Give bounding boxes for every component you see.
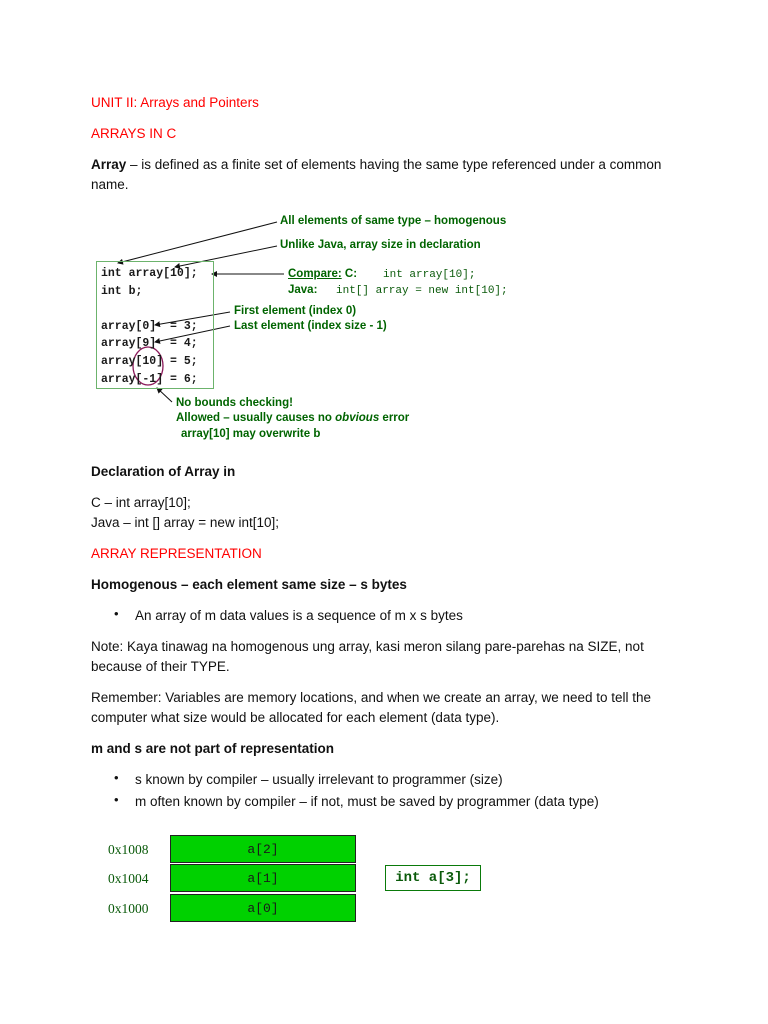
memory-cell: a[0] xyxy=(170,894,356,922)
unit-title: UNIT II: Arrays and Pointers xyxy=(91,95,259,110)
no-bounds-text: Allowed – usually causes no xyxy=(176,412,336,424)
bullet-item: m often known by compiler – if not, must be saved by programmer (data type) xyxy=(135,794,599,809)
section-heading-arrays-in-c: ARRAYS IN C xyxy=(91,126,177,141)
remember-line1: Remember: Variables are memory locations, and when we create an array, we need to tell the xyxy=(91,690,652,705)
note-line2: because of their TYPE. xyxy=(91,659,230,674)
compare-label: Compare: xyxy=(288,268,342,280)
bullet-item: s known by compiler – usually irrelevant to programmer (size) xyxy=(135,772,503,787)
compare-c-label: C: xyxy=(344,268,358,280)
no-bounds-line2 xyxy=(176,412,409,424)
code-line: array[0] = 3; xyxy=(101,319,198,333)
declaration-c: C – int array[10]; xyxy=(91,495,191,510)
bullet-dot: • xyxy=(114,606,119,621)
array-definition-line2: name. xyxy=(91,177,129,192)
array-declaration-box: int a[3]; xyxy=(385,865,481,891)
code-line xyxy=(101,300,198,318)
no-bounds-text-end: error xyxy=(379,412,410,424)
bullet-dot: • xyxy=(114,770,119,785)
compare-java-label: Java: xyxy=(288,284,318,296)
section-heading-array-representation: ARRAY REPRESENTATION xyxy=(91,546,262,561)
memory-cell: a[2] xyxy=(170,835,356,863)
remember-line2: computer what size would be allocated for each element (data type). xyxy=(91,710,500,725)
no-bounds-emphasis: obvious xyxy=(335,412,380,424)
compare-java-code: int[] array = new int[10]; xyxy=(336,285,508,297)
code-line: array[-1] = 6; xyxy=(101,372,198,386)
declaration-heading: Declaration of Array in xyxy=(91,464,236,479)
callout-homogenous: All elements of same type – homogenous xyxy=(280,215,507,227)
arrow-no-bounds xyxy=(157,388,172,402)
memory-cell: a[1] xyxy=(170,864,356,892)
ms-heading: m and s are not part of representation xyxy=(91,741,335,756)
declaration-java: Java – int [] array = new int[10]; xyxy=(91,515,279,530)
no-bounds-line3: array[10] may overwrite b xyxy=(181,428,321,440)
homogenous-heading: Homogenous – each element same size – s bytes xyxy=(91,577,407,592)
array-term: Array xyxy=(91,157,127,172)
compare-c-row xyxy=(288,268,357,280)
callout-unlike-java: Unlike Java, array size in declaration xyxy=(280,239,481,251)
note-line1: Note: Kaya tinawag na homogenous ung array, kasi meron silang pare-parehas na SIZE, not xyxy=(91,639,644,654)
code-line: array[9] = 4; xyxy=(101,337,198,351)
callout-last-element: Last element (index size - 1) xyxy=(234,320,387,332)
callout-first-element: First element (index 0) xyxy=(234,305,357,317)
code-line: int array[10]; xyxy=(101,267,198,280)
code-line: int b; xyxy=(101,284,143,298)
array-definition-text: – is defined as a finite set of elements having the same type referenced under a common xyxy=(126,157,662,172)
bullet-dot: • xyxy=(114,792,119,807)
bullet-item: An array of m data values is a sequence of m x s bytes xyxy=(135,608,463,623)
memory-address: 0x1008 xyxy=(108,842,149,857)
memory-address: 0x1000 xyxy=(108,901,149,916)
code-line: array[10] = 5; xyxy=(101,354,198,368)
code-block xyxy=(101,265,198,388)
no-bounds-line1: No bounds checking! xyxy=(176,397,293,409)
compare-c-code: int array[10]; xyxy=(383,269,476,281)
arrow-homogenous xyxy=(118,222,277,263)
memory-address: 0x1004 xyxy=(108,871,149,886)
diagram-arrows xyxy=(0,0,768,460)
